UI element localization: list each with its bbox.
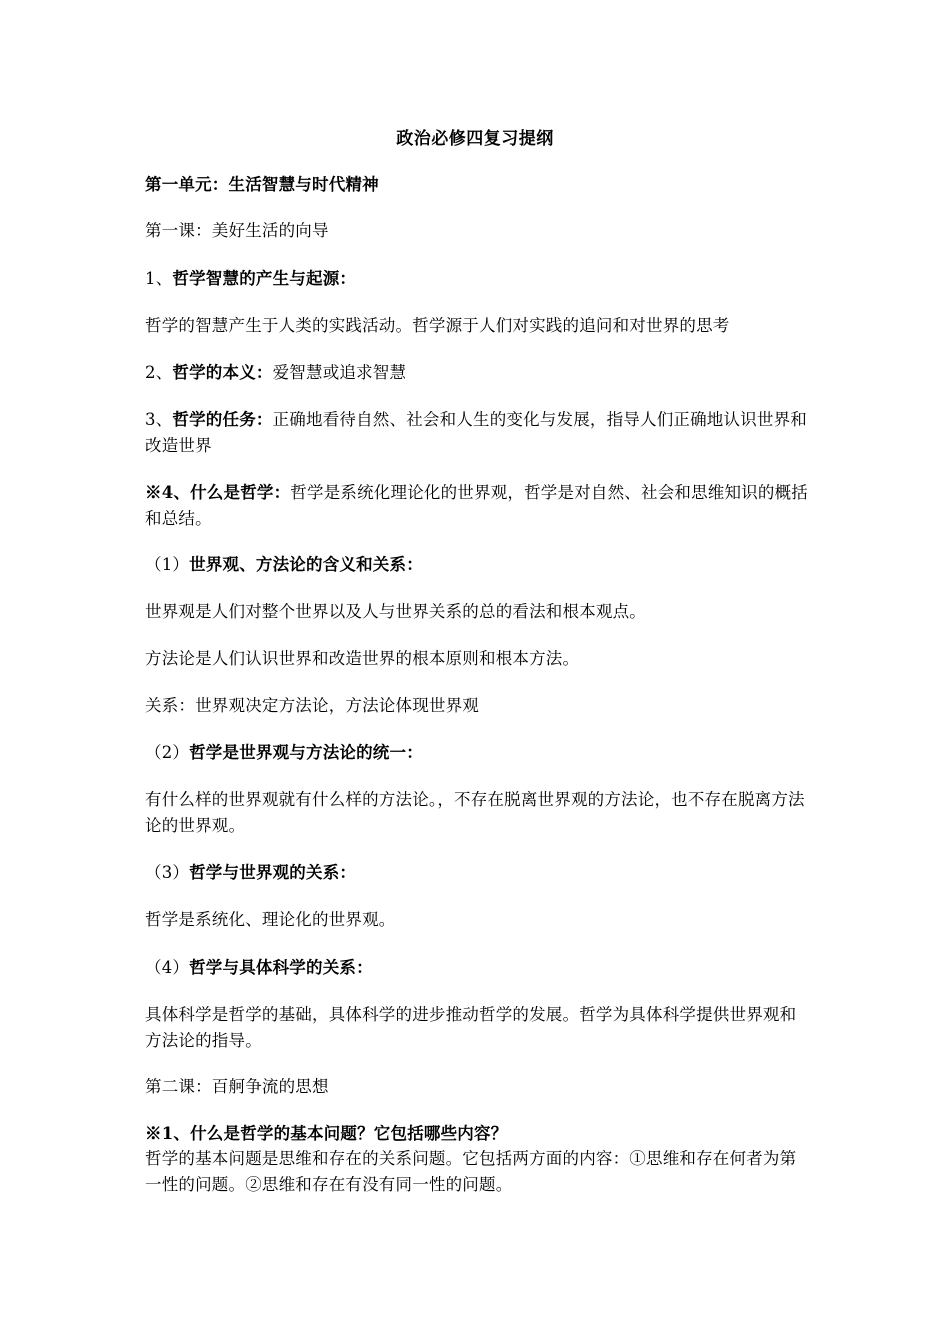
item-number: 1、 <box>145 269 173 288</box>
sub-heading: 哲学是世界观与方法论的统一： <box>189 743 423 762</box>
item-heading: 哲学智慧的产生与起源： <box>172 269 357 288</box>
sub-heading: 哲学与具体科学的关系： <box>189 958 373 977</box>
section-item-2 <box>145 360 810 386</box>
lesson-heading: 第二课：百舸争流的思想 <box>145 1077 329 1096</box>
item-number: ※1、 <box>145 1124 191 1143</box>
item-text: 爱智慧或追求智慧 <box>272 363 407 382</box>
item-number: 2、 <box>145 363 173 382</box>
unit-heading: 第一单元：生活智慧与时代精神 <box>145 175 379 194</box>
sub-heading: 世界观、方法论的含义和关系： <box>189 555 423 574</box>
sub-number: （2） <box>145 743 190 762</box>
paragraph: 哲学的智慧产生于人类的实践活动。哲学源于人们对实践的追问和对世界的思考 <box>145 316 730 335</box>
sub-number: （3） <box>145 863 190 882</box>
item-heading: 什么是哲学的基本问题？它包括哪些内容？ <box>190 1124 508 1143</box>
section-item-1 <box>145 266 810 292</box>
subsection-4 <box>145 955 810 981</box>
paragraph: 关系：世界观决定方法论，方法论体现世界观 <box>145 696 479 715</box>
sub-number: （4） <box>145 958 190 977</box>
section-item-1 <box>145 1121 810 1147</box>
paragraph: 哲学的基本问题是思维和存在的关系问题。它包括两方面的内容：①思维和存在何者为第一性的问题。②思维和存在有没有同一性的问题。 <box>145 1149 797 1194</box>
item-text: 正确地看待自然、社会和人生的变化与发展，指导人们正确地认识世界和改造世界 <box>145 410 808 455</box>
document-title: 政治必修四复习提纲 <box>396 129 554 149</box>
sub-heading: 哲学与世界观的关系： <box>189 863 357 882</box>
paragraph: 有什么样的世界观就有什么样的方法论。，不存在脱离世界观的方法论，也不存在脱离方法论的世界观。 <box>145 790 805 835</box>
item-text: 哲学是系统化理论化的世界观，哲学是对自然、社会和思维知识的概括和总结。 <box>145 483 808 528</box>
paragraph: 具体科学是哲学的基础，具体科学的进步推动哲学的发展。哲学为具体科学提供世界观和方法论的指导。 <box>145 1005 797 1050</box>
item-number: 3、 <box>145 410 173 429</box>
paragraph: 世界观是人们对整个世界以及人与世界关系的总的看法和根本观点。 <box>145 602 646 621</box>
sub-number: （1） <box>145 555 190 574</box>
subsection-2 <box>145 740 810 766</box>
item-heading: 什么是哲学： <box>190 483 291 502</box>
paragraph: 方法论是人们认识世界和改造世界的根本原则和根本方法。 <box>145 649 580 668</box>
lesson-heading: 第一课：美好生活的向导 <box>145 221 329 240</box>
subsection-1 <box>145 552 810 578</box>
section-item-3 <box>145 407 810 459</box>
item-number: ※4、 <box>145 483 191 502</box>
item-heading: 哲学的任务： <box>172 410 273 429</box>
subsection-3 <box>145 860 810 886</box>
section-item-4 <box>145 480 810 532</box>
item-heading: 哲学的本义： <box>172 363 273 382</box>
paragraph: 哲学是系统化、理论化的世界观。 <box>145 910 396 929</box>
